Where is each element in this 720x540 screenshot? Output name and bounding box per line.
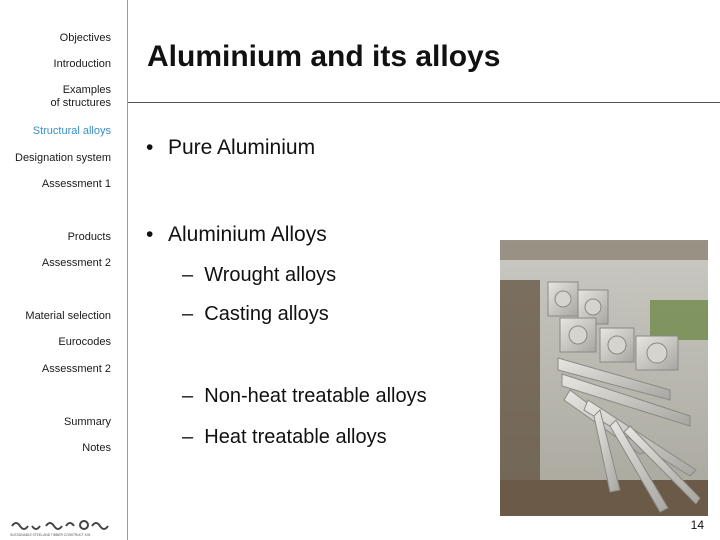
sub-bullet-casting-alloys bbox=[182, 303, 329, 326]
sidebar-item-structural-alloys[interactable]: Structural alloys bbox=[32, 125, 111, 137]
sidebar-item-designation-system[interactable]: Designation system bbox=[15, 152, 111, 164]
sub-bullet-glyph: – bbox=[182, 426, 194, 448]
logo-stroke bbox=[46, 523, 62, 529]
title-divider bbox=[128, 102, 720, 103]
sub-bullet-text: Wrought alloys bbox=[204, 264, 337, 286]
bullet-glyph: • bbox=[146, 136, 154, 159]
sub-bullet-text: Heat treatable alloys bbox=[204, 426, 387, 448]
sidebar-navigation bbox=[0, 0, 128, 540]
photo-illustration bbox=[500, 240, 708, 516]
suscos-logo bbox=[8, 516, 120, 538]
bullet-text: Pure Aluminium bbox=[168, 136, 316, 159]
sidebar-divider bbox=[127, 0, 128, 540]
page-number: 14 bbox=[690, 518, 704, 532]
sidebar-item-eurocodes[interactable]: Eurocodes bbox=[58, 336, 111, 348]
sidebar-item-introduction[interactable]: Introduction bbox=[53, 58, 111, 70]
bullet-aluminium-alloys bbox=[146, 223, 327, 247]
sidebar-item-objectives[interactable]: Objectives bbox=[59, 32, 111, 44]
bullet-text: Aluminium Alloys bbox=[168, 223, 327, 246]
sub-bullet-text: Casting alloys bbox=[204, 303, 329, 325]
sub-bullet-glyph: – bbox=[182, 303, 194, 325]
logo-tagline: SUSTAINABLE STEEL AND TIMBER CONSTRUCT ION bbox=[10, 533, 91, 537]
sidebar-item-assessment-2[interactable]: Assessment 2 bbox=[41, 257, 111, 269]
sub-bullet-text: Non-heat treatable alloys bbox=[204, 385, 427, 407]
sidebar-item-summary[interactable]: Summary bbox=[63, 416, 111, 428]
logo-stroke bbox=[92, 523, 108, 529]
sub-bullet-non-heat-treatable bbox=[182, 385, 427, 408]
sidebar-item-assessment-2b[interactable]: Assessment 2 bbox=[41, 363, 111, 375]
sidebar-item-material-selection[interactable]: Material selection bbox=[25, 310, 111, 322]
page-title: Aluminium and its alloys bbox=[147, 40, 501, 73]
logo-stroke bbox=[66, 523, 74, 526]
logo-stroke bbox=[32, 526, 40, 529]
sidebar-item-products[interactable]: Products bbox=[67, 231, 111, 243]
sub-bullet-glyph: – bbox=[182, 385, 194, 407]
sidebar-item-assessment-1[interactable]: Assessment 1 bbox=[41, 178, 111, 190]
bullet-pure-aluminium bbox=[146, 136, 315, 160]
sub-bullet-glyph: – bbox=[182, 264, 194, 286]
sidebar-item-examples-of-structures[interactable]: Examples of structures bbox=[50, 84, 111, 109]
logo-stroke bbox=[80, 521, 88, 529]
sub-bullet-wrought-alloys bbox=[182, 264, 336, 287]
aluminium-profiles-photo bbox=[500, 240, 708, 516]
sidebar-item-notes[interactable]: Notes bbox=[82, 442, 111, 454]
sub-bullet-heat-treatable bbox=[182, 426, 387, 449]
logo-stroke bbox=[12, 523, 28, 529]
bullet-glyph: • bbox=[146, 223, 154, 246]
